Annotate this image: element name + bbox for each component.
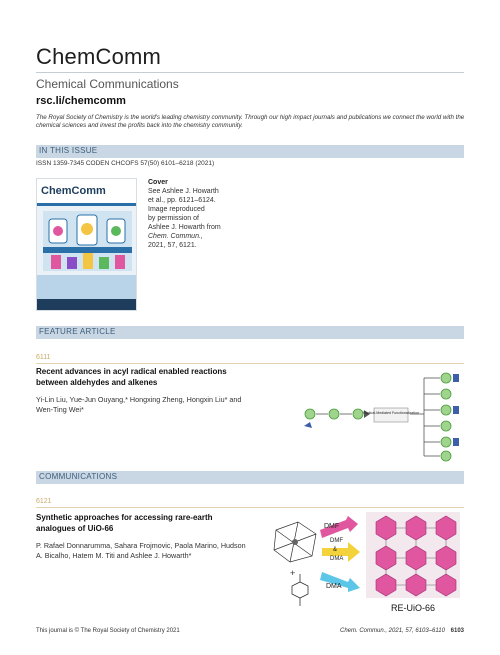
masthead-divider: [36, 72, 464, 73]
article-title[interactable]: Synthetic approaches for accessing rare-earth analogues of UiO-66: [36, 513, 213, 533]
article-authors: Yi-Lin Liu, Yue-Jun Ouyang,* Hongxing Zheng, Hongxin Liu* and Wen-Ting Wei*: [36, 395, 242, 414]
product-label: RE-UiO-66: [390, 603, 436, 613]
cover-image[interactable]: [36, 178, 137, 311]
article-authors: P. Rafael Donnarumma, Sahara Frojmovic, Paola Marino, Hudson A. Bicalho, Hatem M. Titi and Ashlee J. Howarth*: [36, 541, 246, 560]
communication-graphic: [264, 508, 464, 618]
section-bar-feature-article: [36, 326, 464, 339]
cover-caption-line: See Ashlee J. Howarth: [148, 188, 219, 195]
cover-logo: ChemComm: [41, 185, 106, 197]
section-heading: FEATURE ARTICLE: [39, 327, 116, 336]
arrow-label-mid: &: [333, 547, 338, 553]
journal-subtitle: Chemical Communications: [36, 77, 179, 91]
cover-caption-line: by permission of: [148, 215, 199, 222]
cover-caption-line: et al., pp. 6121–6124.: [148, 197, 216, 204]
arrow-label-dma: DMA: [326, 583, 342, 590]
figure-label: Radical-Mediated Functionalization: [363, 411, 419, 415]
arrow-label-mid: DMA: [330, 556, 344, 562]
section-bar-communications: [36, 471, 464, 484]
feature-graphic: [300, 370, 465, 470]
cover-caption-line: Chem. Commun.,: [148, 233, 203, 240]
section-heading: IN THIS ISSUE: [39, 146, 98, 155]
society-description: The Royal Society of Chemistry is the world's leading chemistry community. Through our high impact journals and publications we connect the world with the chemical sciences and invest the profits back into the chemistry community.: [36, 114, 465, 129]
cover-illustration: [37, 179, 137, 311]
cover-label: Cover: [148, 179, 168, 186]
plus-sign: +: [290, 568, 296, 578]
cover-caption-line: Image reproduced: [148, 206, 205, 213]
article-title[interactable]: Recent advances in acyl radical enabled reactions between aldehydes and alkenes: [36, 367, 227, 387]
article-page-number: 6111: [36, 354, 51, 361]
footer-citation-text: Chem. Commun., 2021, 57, 6103–6110: [340, 628, 445, 634]
cover-caption: [148, 178, 243, 250]
section-bar-in-this-issue: [36, 145, 464, 158]
footer-citation: [340, 628, 464, 634]
arrow-label-dmf: DMF: [324, 523, 340, 530]
page-number: 6103: [450, 628, 464, 634]
journal-url[interactable]: rsc.li/chemcomm: [36, 95, 126, 107]
section-heading: COMMUNICATIONS: [39, 472, 118, 481]
journal-title: ChemComm: [36, 44, 162, 69]
article-divider: [36, 363, 464, 364]
article-page-number: 6121: [36, 498, 52, 505]
footer-copyright: This journal is © The Royal Society of Chemistry 2021: [36, 628, 180, 634]
issn-line: ISSN 1359-7345 CODEN CHCOFS 57(50) 6101–6218 (2021): [36, 160, 215, 167]
arrow-label-mid: DMF: [330, 538, 343, 544]
cover-caption-line: 2021, 57, 6121.: [148, 242, 197, 249]
cover-caption-line: Ashlee J. Howarth from: [148, 224, 221, 231]
